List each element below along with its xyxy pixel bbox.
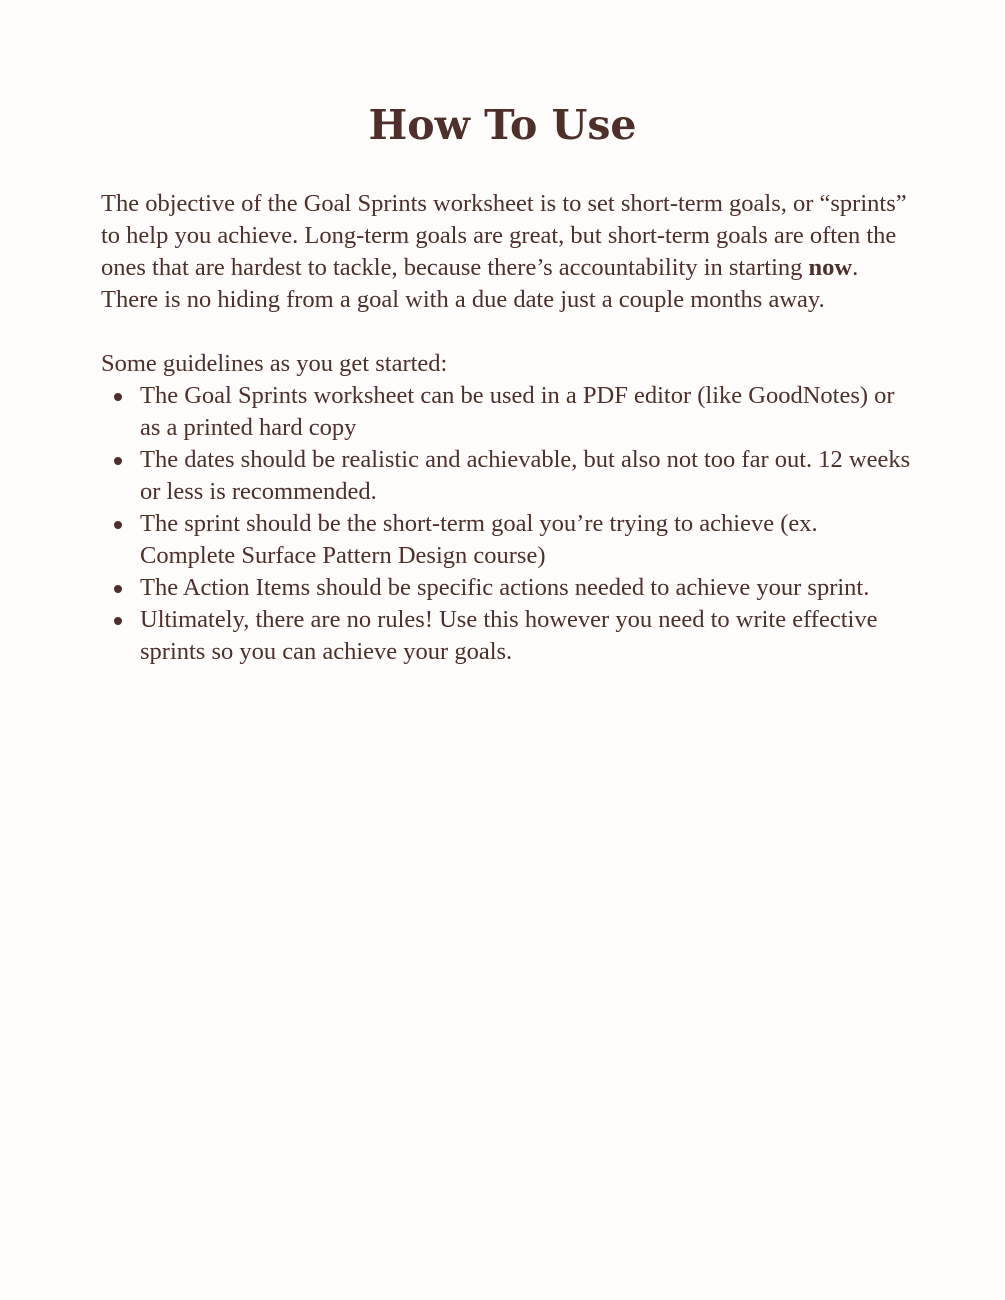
guideline-item <box>101 604 911 668</box>
guideline-text: The Goal Sprints worksheet can be used in a PDF editor (like GoodNotes) or as a printed hard copy <box>140 382 895 441</box>
bullet-icon <box>114 585 122 593</box>
document-content <box>101 188 911 668</box>
guidelines-heading: Some guidelines as you get started: <box>101 350 448 377</box>
intro-text-start: The objective of the Goal Sprints worksheet is to set short-term goals, or “sprints” to help you achieve. Long-term goals are great, but short-term goals are often the ones that are hardest to tackle, because there’s accountability in starting <box>101 190 907 281</box>
guideline-item <box>101 444 911 508</box>
guidelines-list <box>101 380 911 668</box>
guideline-item <box>101 572 911 604</box>
bullet-icon <box>114 521 122 529</box>
guideline-text: Ultimately, there are no rules! Use this however you need to write effective sprints so you can achieve your goals. <box>140 606 878 665</box>
intro-text-end: . There is no hiding from a goal with a due date just a couple months away. <box>101 254 859 313</box>
guideline-item <box>101 508 911 572</box>
guideline-text: The sprint should be the short-term goal you’re trying to achieve (ex. Complete Surface Pattern Design course) <box>140 510 818 569</box>
guideline-text: The Action Items should be specific actions needed to achieve your sprint. <box>140 574 870 601</box>
bullet-icon <box>114 393 122 401</box>
intro-paragraph <box>101 188 911 316</box>
intro-emphasis-now: now <box>808 254 853 281</box>
bullet-icon <box>114 457 122 465</box>
page-title: How To Use <box>368 101 637 149</box>
guideline-item <box>101 380 911 444</box>
guideline-text: The dates should be realistic and achievable, but also not too far out. 12 weeks or less is recommended. <box>140 446 911 505</box>
bullet-icon <box>114 617 122 625</box>
